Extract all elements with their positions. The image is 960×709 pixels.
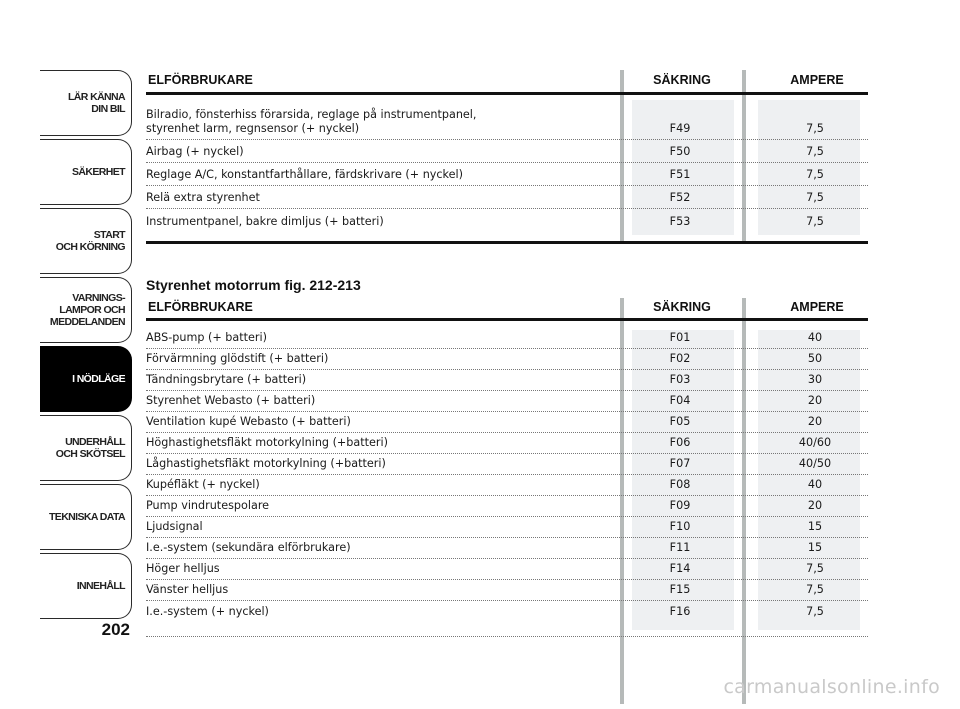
header-sakring: SÄKRING bbox=[653, 73, 711, 87]
row-ampere: 20 bbox=[807, 415, 823, 428]
row-ampere: 40/60 bbox=[798, 436, 832, 449]
header-ampere: AMPERE bbox=[790, 73, 844, 87]
row-fuse: F04 bbox=[669, 394, 691, 407]
row-consumer: Tändningsbrytare (+ batteri) bbox=[146, 373, 307, 386]
row-consumer: Reglage A/C, konstantfarthållare, färdskrivare (+ nyckel) bbox=[146, 168, 463, 181]
tab-lar-kanna-din-bil[interactable]: LÄR KÄNNA DIN BIL bbox=[40, 70, 132, 136]
tab-i-nodlage[interactable]: I NÖDLÄGE bbox=[40, 346, 132, 412]
row-ampere: 20 bbox=[807, 499, 823, 512]
row-ampere: 50 bbox=[807, 352, 823, 365]
header-elforbrukare: ELFÖRBRUKARE bbox=[148, 300, 253, 314]
row-fuse: F50 bbox=[669, 145, 691, 158]
row-fuse: F15 bbox=[669, 583, 691, 596]
table-row bbox=[146, 580, 868, 601]
row-ampere: 30 bbox=[807, 373, 823, 386]
row-consumer: Instrumentpanel, bakre dimljus (+ batteri) bbox=[146, 215, 384, 228]
table1-bottom-rule bbox=[146, 241, 868, 244]
row-ampere: 7,5 bbox=[806, 122, 824, 135]
table-row bbox=[146, 454, 868, 475]
table-row bbox=[146, 140, 868, 163]
row-ampere: 40 bbox=[807, 478, 823, 491]
table-row bbox=[146, 538, 868, 559]
table-row bbox=[146, 517, 868, 538]
row-consumer: Bilradio, fönsterhiss förarsida, reglage på instrumentpanel, styrenhet larm, regnsensor (+ nyckel) bbox=[146, 108, 477, 135]
table-row bbox=[146, 163, 868, 186]
row-fuse: F16 bbox=[669, 605, 691, 618]
row-fuse: F53 bbox=[669, 215, 691, 228]
row-fuse: F14 bbox=[669, 562, 691, 575]
row-consumer: Ventilation kupé Webasto (+ batteri) bbox=[146, 415, 351, 428]
row-ampere: 7,5 bbox=[806, 145, 824, 158]
tab-tekniska-data[interactable]: TEKNISKA DATA bbox=[40, 484, 132, 550]
row-consumer: Låghastighetsfläkt motorkylning (+batteri) bbox=[146, 457, 386, 470]
row-fuse: F05 bbox=[669, 415, 691, 428]
row-fuse: F51 bbox=[669, 168, 691, 181]
row-ampere: 40 bbox=[807, 331, 823, 344]
row-consumer: Airbag (+ nyckel) bbox=[146, 145, 244, 158]
row-consumer: Styrenhet Webasto (+ batteri) bbox=[146, 394, 316, 407]
tab-start-och-korning[interactable]: START OCH KÖRNING bbox=[40, 208, 132, 274]
header-rule bbox=[146, 92, 868, 95]
table-row bbox=[146, 370, 868, 391]
row-fuse: F52 bbox=[669, 191, 691, 204]
row-ampere: 7,5 bbox=[806, 583, 824, 596]
table-row bbox=[146, 349, 868, 370]
tab-varningslampor[interactable]: VARNINGS- LAMPOR OCH MEDDELANDEN bbox=[40, 277, 132, 343]
tab-underhall-och-skotsel[interactable]: UNDERHÅLL OCH SKÖTSEL bbox=[40, 415, 132, 481]
watermark-text: carmanualsonline.info bbox=[723, 676, 940, 698]
table-row bbox=[146, 433, 868, 454]
row-ampere: 40/50 bbox=[798, 457, 832, 470]
table-row bbox=[146, 391, 868, 412]
header-rule bbox=[146, 318, 868, 321]
table-row bbox=[146, 412, 868, 433]
row-consumer: Kupéfläkt (+ nyckel) bbox=[146, 478, 260, 491]
table-row bbox=[146, 496, 868, 517]
row-consumer: Förvärmning glödstift (+ batteri) bbox=[146, 352, 329, 365]
row-consumer: Relä extra styrenhet bbox=[146, 191, 260, 204]
row-fuse: F06 bbox=[669, 436, 691, 449]
table-row bbox=[146, 186, 868, 209]
row-fuse: F03 bbox=[669, 373, 691, 386]
row-ampere: 20 bbox=[807, 394, 823, 407]
row-consumer: Pump vindrutespolare bbox=[146, 499, 270, 512]
table-row bbox=[146, 601, 868, 622]
table-row bbox=[146, 209, 868, 232]
row-ampere: 7,5 bbox=[806, 215, 824, 228]
row-fuse: F02 bbox=[669, 352, 691, 365]
row-consumer: Höger helljus bbox=[146, 562, 220, 575]
row-fuse: F09 bbox=[669, 499, 691, 512]
row-fuse: F10 bbox=[669, 520, 691, 533]
row-fuse: F08 bbox=[669, 478, 691, 491]
row-fuse: F07 bbox=[669, 457, 691, 470]
table-row bbox=[146, 559, 868, 580]
row-consumer: Vänster helljus bbox=[146, 583, 229, 596]
row-consumer: I.e.-system (+ nyckel) bbox=[146, 605, 269, 618]
table-row bbox=[146, 475, 868, 496]
row-ampere: 7,5 bbox=[806, 562, 824, 575]
row-fuse: F01 bbox=[669, 331, 691, 344]
chapter-sidebar bbox=[40, 70, 132, 622]
table-row bbox=[146, 100, 868, 140]
row-consumer: Ljudsignal bbox=[146, 520, 203, 533]
row-consumer: ABS-pump (+ batteri) bbox=[146, 331, 267, 344]
header-sakring: SÄKRING bbox=[653, 300, 711, 314]
row-ampere: 7,5 bbox=[806, 605, 824, 618]
row-fuse: F49 bbox=[669, 122, 691, 135]
tab-innehall[interactable]: INNEHÅLL bbox=[40, 553, 132, 619]
row-ampere: 15 bbox=[807, 520, 823, 533]
row-consumer: I.e.-system (sekundära elförbrukare) bbox=[146, 541, 351, 554]
row-consumer: Höghastighetsfläkt motorkylning (+batteri) bbox=[146, 436, 388, 449]
table2-bottom-rule bbox=[146, 625, 868, 637]
table-row bbox=[146, 328, 868, 349]
row-fuse: F11 bbox=[669, 541, 691, 554]
row-ampere: 7,5 bbox=[806, 168, 824, 181]
row-ampere: 15 bbox=[807, 541, 823, 554]
header-elforbrukare: ELFÖRBRUKARE bbox=[148, 73, 253, 87]
page-number: 202 bbox=[101, 620, 130, 639]
section-title: Styrenhet motorrum fig. 212-213 bbox=[146, 277, 361, 293]
header-ampere: AMPERE bbox=[790, 300, 844, 314]
row-ampere: 7,5 bbox=[806, 191, 824, 204]
tab-sakerhet[interactable]: SÄKERHET bbox=[40, 139, 132, 205]
